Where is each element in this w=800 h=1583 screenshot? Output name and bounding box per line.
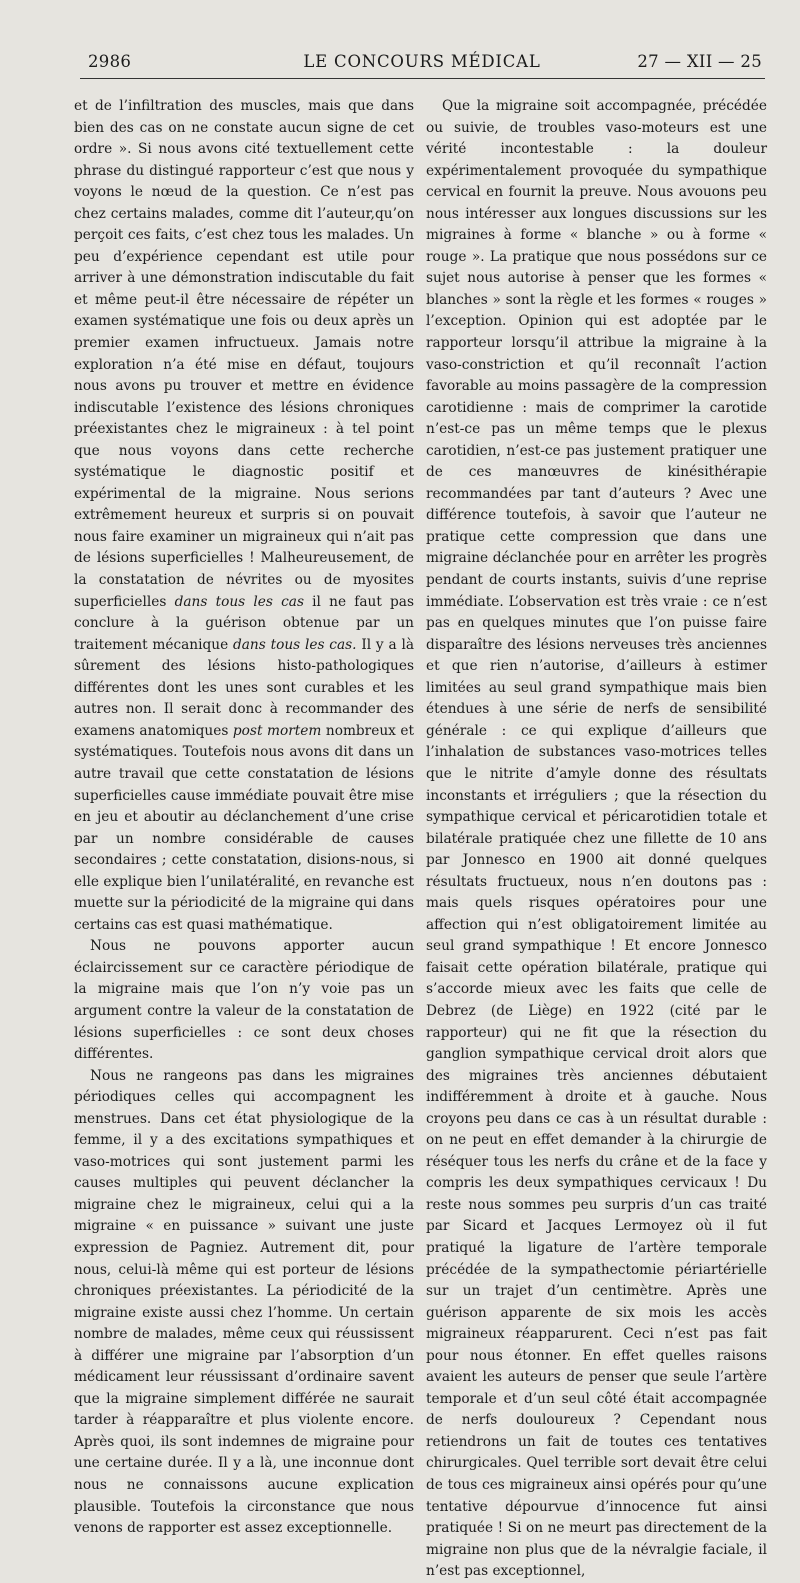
issue-date: 27 — XII — 25 bbox=[637, 52, 762, 71]
page-number: 2986 bbox=[88, 52, 132, 71]
right-column bbox=[426, 96, 767, 1583]
running-header bbox=[82, 52, 762, 76]
right-paragraph-1: Que la migraine soit accompagnée, précédée ou suivie, de troubles vaso-moteurs est une vérité incontestable : la douleur expérimentalement provoquée du sympathique cervical en fournit la preuve. Nous avouons peu nous intéresser aux longues discussions sur les migraines à forme « blanche » ou à forme « rouge ». La pratique que nous possédons sur ce sujet nous autorise à penser que les formes « blanches » sont la règle et les formes « rouges » l’exception. Opinion qui est adoptée par le rapporteur lorsqu’il attribue la migraine à la vaso-constriction et qu’il reconnaît l’action favorable au moins passagère de la compression carotidienne : mais de comprimer la carotide n’est-ce pas un même temps que le plexus carotidien, n’est-ce pas justement pratiquer une de ces manœuvres de kinésithérapie recommandées par tant d’auteurs ? Avec une différence toutefois, à savoir que l’auteur ne pratique cette compression que dans une migraine déclanchée pour en arrêter les progrès pendant de courts instants, suivis d’une reprise immédiate. L’observation est très vraie : ce n’est pas en quelques minutes que l’on puisse faire disparaître des lésions nerveuses très anciennes et que rien n’autorise, d’ailleurs à estimer limitées au seul grand sympathique mais bien étendues à une série de nerfs de sensibilité générale : ce qui explique d’ailleurs que l’inhalation de substances vaso-motrices telles que le nitrite d’amyle donne des résultats inconstants et irréguliers ; que la résection du sympathique cervical et péricarotidien totale et bilatérale pratiquée chez une fillette de 10 ans par Jonnesco en 1900 ait donné quelques résultats fructueux, nous n’en doutons pas : mais quels risques opératoires pour une affection qui n’est obligatoirement limitée au seul grand sympathique ! Et encore Jonnesco faisait cette opération bilatérale, pratique qui s’accorde mieux avec les faits que celle de Debrez (de Liège) en 1922 (cité par le rapporteur) qui ne fit que la résection du ganglion sympathique cervical droit alors que des migraines très anciennes débutaient indifféremment à droite et à gauche. Nous croyons peu dans ce cas à un résultat durable : on ne peut en effet demander à la chirurgie de réséquer tous les nerfs du crâne et de la face y compris les deux sympathiques cervicaux ! Du reste nous sommes peu surpris d’un cas traité par Sicard et Jacques Lermoyez où il fut pratiqué la ligature de l’artère temporale précédée de la sympathectomie périartérielle sur un trajet d’un centimètre. Après une guérison apparente de six mois les accès migraineux réapparurent. Ceci n’est pas fait pour nous étonner. En effet quelles raisons avaient les auteurs de penser que seule l’artère temporale et d’un seul côté était accompagnée de nerfs douloureux ? Cependant nous retiendrons un fait de toutes ces tentatives chirurgicales. Quel terrible sort devait être celui de tous ces migraineux ainsi opérés pour qu’une tentative dépourvue d’innocence fut ainsi pratiquée ! Si on ne meurt pas directement de la migraine non plus que de la névralgie faciale, il n’est pas exceptionnel, bbox=[426, 98, 767, 1580]
left-paragraph-2: Nous ne pouvons apporter aucun éclaircissement sur ce caractère périodique de la migraine mais que l’on n’y voie pas un argument contre la valeur de la constatation de lésions superficielles : ce sont deux choses différentes. bbox=[74, 938, 414, 1063]
left-paragraph-3: Nous ne rangeons pas dans les migraines périodiques celles qui accompagnent les menstrues. Dans cet état physiologique de la femme, il y a des excitations sympathiques et vaso-motrices qui sont justement parmi les causes multiples qui peuvent déclancher la migraine chez le migraineux, celui qui a la migraine « en puissance » suivant une juste expression de Pagniez. Autrement dit, pour nous, celui-là même qui est porteur de lésions chroniques préexistantes. La périodicité de la migraine existe aussi chez l’homme. Un certain nombre de malades, même ceux qui réussissent à différer une migraine par l’absorption d’un médicament leur réussissant d’ordinaire savent que la migraine simplement différée ne saurait tarder à réapparaître et plus violente encore. Après quoi, ils sont indemnes de migraine pour une certaine durée. Il y a là, une inconnue dont nous ne connaissons aucune explication plausible. Toutefois la circonstance que nous venons de rapporter est assez exceptionnelle. bbox=[74, 1067, 414, 1537]
italic-phrase: post mortem bbox=[232, 722, 322, 739]
header-rule bbox=[80, 78, 765, 79]
left-column bbox=[74, 96, 414, 1540]
italic-phrase: dans tous les cas. bbox=[233, 636, 357, 653]
left-paragraph-1: et de l’infiltration des muscles, mais que dans bien des cas on ne constate aucun signe de cet ordre ». Si nous avons cité textuellement cette phrase du distingué rapporteur c’est que nous y voyons le nœud de la question. Ce n’est pas chez certains malades, comme dit l’auteur,qu’on perçoit ces faits, c’est chez tous les malades. Un peu d’expérience cependant est utile pour arriver à une démonstration indiscutable du fait et même peut-il être nécessaire de répéter un examen systématique une fois ou deux après un premier examen infructueux. Jamais notre exploration n’a été mise en défaut, toujours nous avons pu trouver et mettre en évidence indiscutable l’existence des lésions chroniques préexistantes chez le migraineux : à tel point que nous voyons dans cette recherche systématique le diagnostic positif et expérimental de la migraine. Nous serions extrêmement heureux et surpris si on pouvait nous faire examiner un migraineux qui n’ait pas de lésions superficielles ! Malheureusement, de la constatation de névrites ou de myosites superficielles dans tous les cas il ne faut pas conclure à la guérison obtenue par un traitement mécanique dans tous les cas. Il y a là sûrement des lésions histo-pathologiques différentes dont les unes sont curables et les autres non. Il serait donc à recommander des examens anatomiques post mortem nombreux et systématiques. Toutefois nous avons dit dans un autre travail que cette constatation de lésions superficielles cause immédiate pouvait être mise en jeu et aboutir au déclanchement d’une crise par un nombre considérable de causes secondaires ; cette constatation, disions-nous, si elle explique bien l’unilatéralité, en revanche est muette sur la périodicité de la migraine qui dans certains cas est quasi mathématique. bbox=[74, 98, 414, 933]
italic-phrase: dans tous les cas bbox=[174, 593, 304, 610]
journal-title: LE CONCOURS MÉDICAL bbox=[303, 52, 541, 71]
